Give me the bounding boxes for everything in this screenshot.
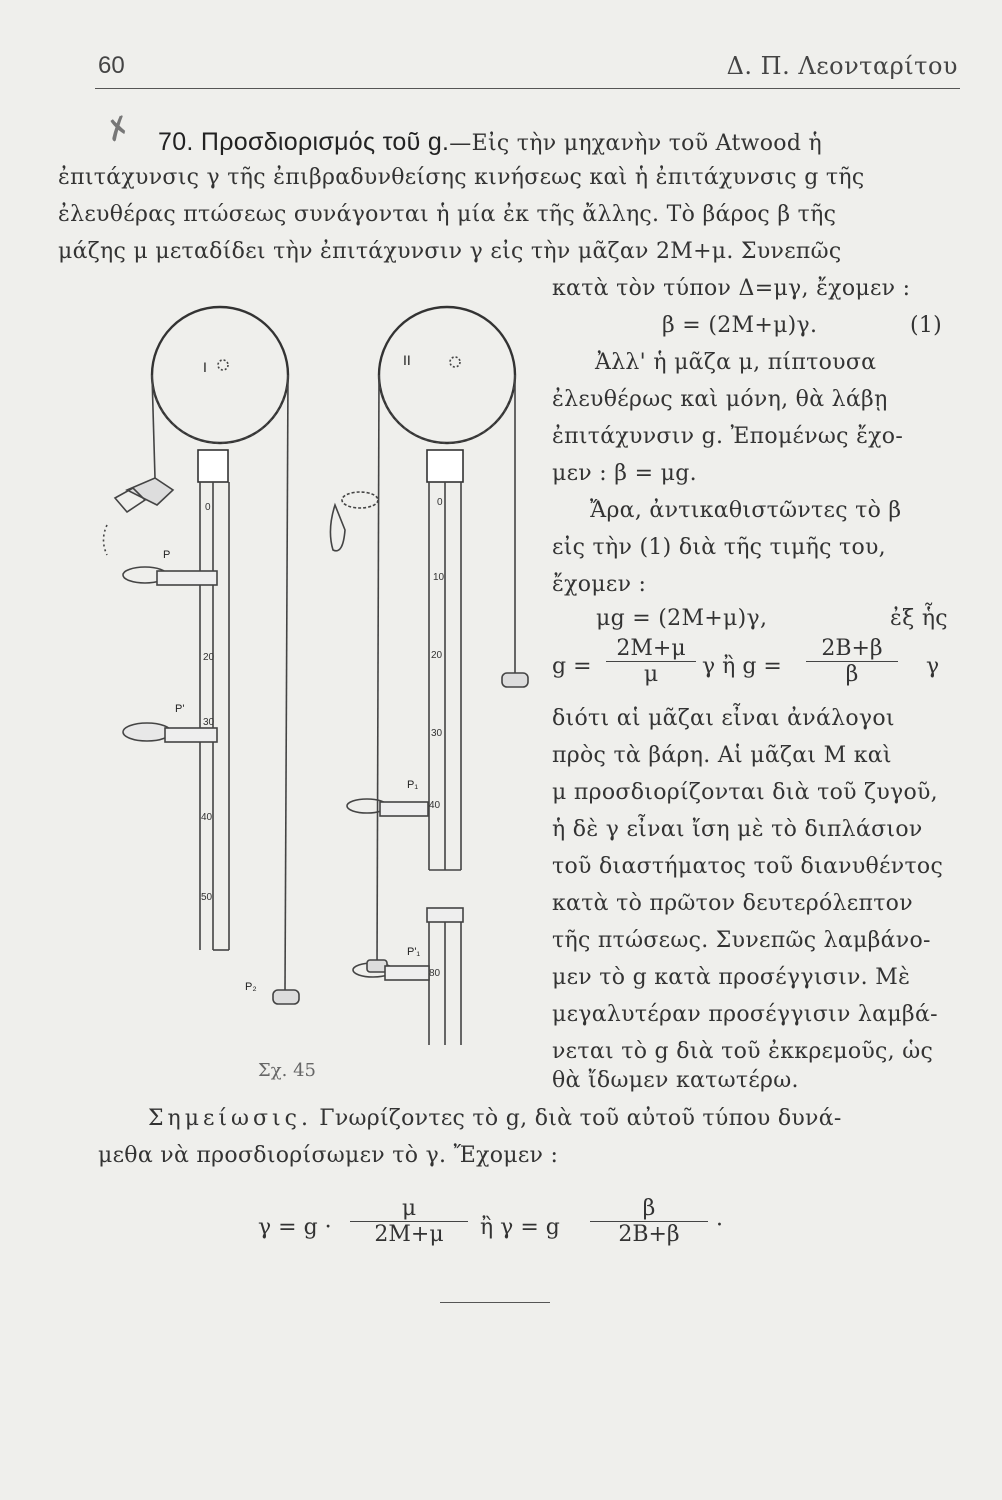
paragraph-line: ἐλευθέρως καὶ μόνη, θὰ λάβῃ bbox=[552, 387, 888, 412]
paragraph-line: Ἀλλ' ἡ μᾶζα μ, πίπτουσα bbox=[595, 350, 877, 375]
svg-text:40: 40 bbox=[429, 800, 441, 811]
formula-gamma-end: · bbox=[716, 1213, 723, 1238]
paragraph-line: Ἄρα, ἀντικαθιστῶντες τὸ β bbox=[590, 498, 902, 523]
svg-text:0: 0 bbox=[205, 502, 211, 513]
scale-two bbox=[427, 450, 463, 1045]
paragraph-line: κατὰ τὸν τύπον Δ=μγ, ἔχομεν : bbox=[552, 276, 911, 301]
denominator: 2Μ+μ bbox=[374, 1222, 444, 1247]
denominator: β bbox=[845, 662, 859, 687]
paragraph-line: ἐπιτάχυνσις γ τῆς ἐπιβραδυνθείσης κινήσεως καὶ ἡ ἐπιτάχυνσις g τῆς bbox=[58, 165, 865, 190]
svg-text:10: 10 bbox=[433, 572, 445, 583]
paragraph-line: ἡ δὲ γ εἶναι ἴση μὲ τὸ διπλάσιον bbox=[552, 817, 923, 842]
equation-2: μg = (2Μ+μ)γ, bbox=[596, 606, 768, 631]
svg-text:40: 40 bbox=[201, 812, 213, 823]
numerator: 2Μ+μ bbox=[606, 636, 696, 662]
ring-p1 bbox=[347, 779, 428, 816]
fraction bbox=[590, 1196, 708, 1247]
formula-gamma-left: γ = g · bbox=[258, 1215, 332, 1240]
svg-text:30: 30 bbox=[431, 728, 443, 739]
scale-one bbox=[198, 450, 229, 950]
page-number: 60 bbox=[98, 52, 125, 79]
svg-text:P₁: P₁ bbox=[407, 779, 419, 791]
note-line: μεθα νὰ προσδιορίσωμεν τὸ γ. Ἔχομεν : bbox=[98, 1143, 559, 1168]
left-mass-ring bbox=[104, 478, 174, 555]
paragraph-line: διότι αἱ μᾶζαι εἶναι ἀνάλογοι bbox=[552, 706, 895, 731]
pencil-mark: ✗ bbox=[100, 108, 137, 151]
small-ring bbox=[330, 492, 378, 551]
paragraph-line: εἰς τὴν (1) διὰ τῆς τιμῆς του, bbox=[552, 535, 886, 560]
paragraph-line: μ προσδιορίζονται διὰ τοῦ ζυγοῦ, bbox=[552, 780, 938, 805]
paragraph-line: πρὸς τὰ βάρη. Αἱ μᾶζαι Μ καὶ bbox=[552, 743, 892, 768]
svg-text:P'₁: P'₁ bbox=[407, 946, 421, 958]
paragraph-line: ἐλευθέρας πτώσεως συνάγονται ἡ μία ἐκ τῆς ἄλλης. Τὸ βάρος β τῆς bbox=[58, 202, 837, 227]
svg-text:20: 20 bbox=[203, 652, 215, 663]
paragraph-line: μεν : β = μg. bbox=[552, 461, 697, 486]
numerator: 2Β+β bbox=[806, 636, 898, 662]
paragraph-line: κατὰ τὸ πρῶτον δευτερόλεπτον bbox=[552, 891, 913, 916]
denominator: μ bbox=[643, 662, 659, 687]
numerator: β bbox=[590, 1196, 708, 1222]
paragraph-line: νεται τὸ g διὰ τοῦ ἐκκρεμοῦς, ὡς bbox=[552, 1039, 934, 1064]
denominator: 2Β+β bbox=[618, 1222, 680, 1247]
fraction bbox=[806, 636, 898, 687]
svg-text:80: 80 bbox=[429, 968, 441, 979]
paragraph-line: θὰ ἴδωμεν κατωτέρω. bbox=[552, 1068, 799, 1093]
svg-text:0: 0 bbox=[437, 497, 443, 508]
right-mass bbox=[502, 673, 528, 687]
formula-gamma-mid: ἢ γ = g bbox=[480, 1215, 560, 1240]
paragraph-line: —Εἰς τὴν μηχανὴν τοῦ Atwood ἡ bbox=[449, 131, 823, 156]
note-line bbox=[148, 1106, 842, 1131]
formula-g-right: γ bbox=[926, 654, 940, 679]
mass-p2 bbox=[245, 981, 299, 1004]
figure-caption: Σχ. 45 bbox=[258, 1060, 316, 1081]
running-header-author: Δ. Π. Λεονταρίτου bbox=[726, 52, 958, 80]
svg-text:P: P bbox=[163, 549, 171, 561]
svg-text:50: 50 bbox=[201, 892, 213, 903]
paragraph-line: μεν τὸ g κατὰ προσέγγισιν. Μὲ bbox=[552, 965, 911, 990]
paragraph-line: μεγαλυτέραν προσέγγισιν λαμβά- bbox=[552, 1002, 938, 1027]
numerator: μ bbox=[350, 1196, 468, 1222]
paragraph-line: τοῦ διαστήματος τοῦ διανυθέντος bbox=[552, 854, 944, 879]
paragraph-line: τῆς πτώσεως. Συνεπῶς λαμβάνο- bbox=[552, 928, 931, 953]
note-label: Σημείωσις. bbox=[148, 1106, 312, 1131]
plate-p1-prime bbox=[353, 946, 429, 980]
pulley-one bbox=[152, 307, 288, 990]
section-title: 70. Προσδιορισμός τοῦ g. bbox=[158, 128, 450, 156]
section-first-line bbox=[158, 128, 822, 157]
fraction bbox=[606, 636, 696, 687]
svg-text:P₂: P₂ bbox=[245, 981, 257, 993]
paragraph-line: μάζης μ μεταδίδει τὴν ἐπιτάχυνσιν γ εἰς τὴν μᾶζαν 2Μ+μ. Συνεπῶς bbox=[58, 239, 842, 264]
paragraph-line: ἔχομεν : bbox=[552, 572, 647, 597]
equation-number: (1) bbox=[910, 313, 943, 338]
paragraph-line: ἐξ ἧς bbox=[890, 606, 948, 631]
formula-g-mid: γ ἢ g = bbox=[702, 654, 782, 679]
svg-text:20: 20 bbox=[431, 650, 443, 661]
formula-g-left: g = bbox=[552, 654, 592, 679]
pulley-label: I bbox=[203, 359, 207, 375]
fraction bbox=[350, 1196, 468, 1247]
header-rule bbox=[95, 88, 960, 89]
svg-text:P': P' bbox=[175, 703, 185, 715]
atwood-machine-figure bbox=[95, 300, 535, 1060]
ring-p bbox=[123, 549, 217, 585]
equation-1: β = (2Μ+μ)γ. bbox=[662, 313, 818, 338]
end-rule bbox=[440, 1302, 550, 1303]
svg-text:II: II bbox=[403, 352, 411, 368]
svg-text:30: 30 bbox=[203, 717, 215, 728]
note-text: Γνωρίζοντες τὸ g, διὰ τοῦ αὐτοῦ τύπου δυνά- bbox=[319, 1106, 842, 1131]
paragraph-line: ἐπιτάχυνσιν g. Ἐπομένως ἔχο- bbox=[552, 424, 904, 449]
